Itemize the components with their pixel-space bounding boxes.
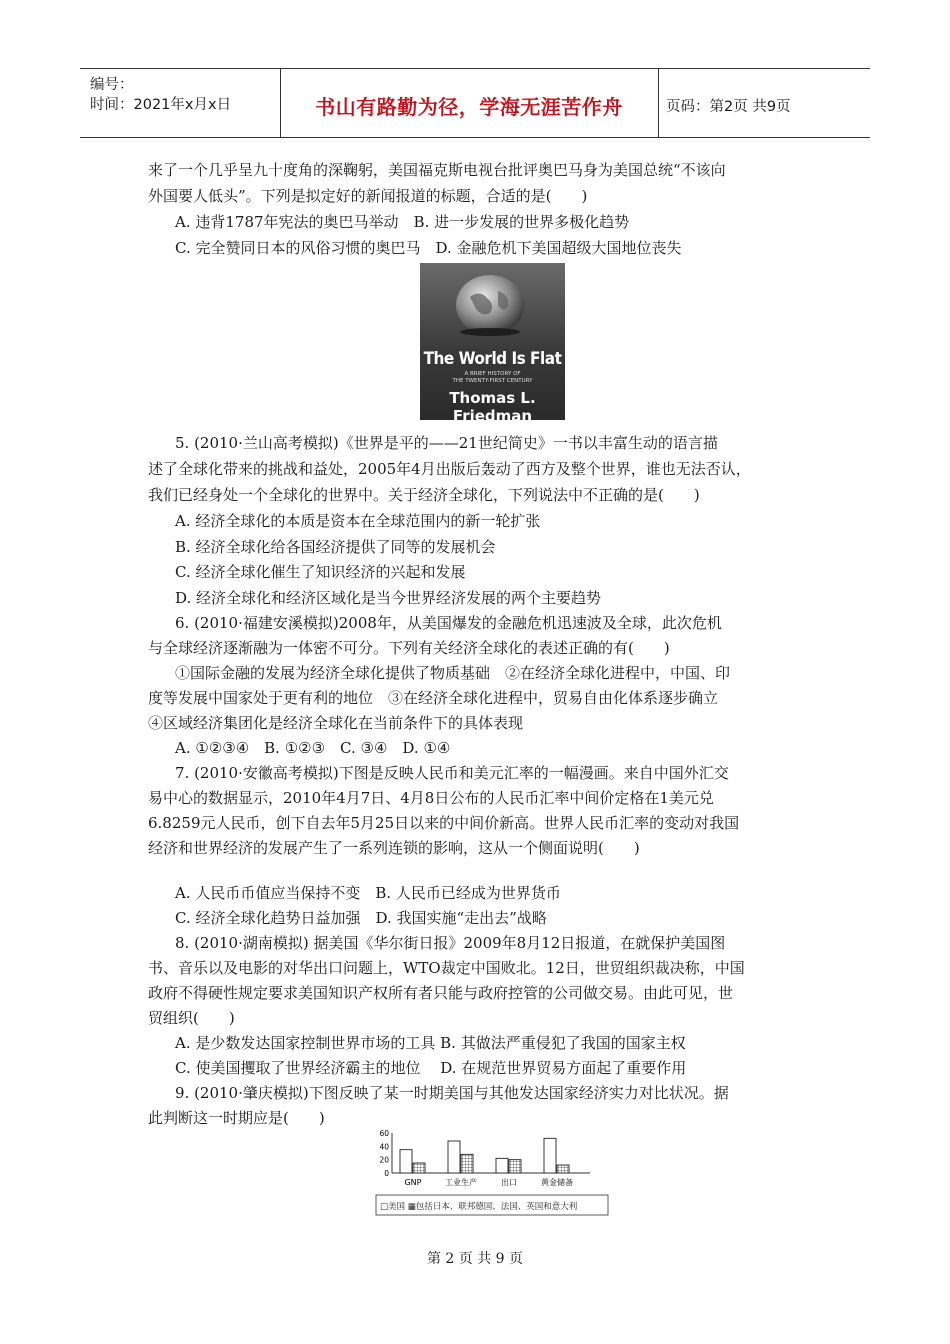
y-tick-label: 60: [379, 1129, 389, 1138]
text-line: 与全球经济逐渐融为一体密不可分。下列有关经济全球化的表述正确的有( ): [148, 639, 670, 657]
page-header: [80, 68, 870, 138]
globe-icon: [440, 269, 541, 337]
text-line: 贸组织( ): [148, 1009, 235, 1027]
text-line: ①国际金融的发展为经济全球化提供了物质基础 ②在经济全球化进程中，中国、印: [175, 664, 731, 682]
bar-usa: [544, 1138, 556, 1173]
question-6: 6. (2010·福建安溪模拟)2008年，从美国爆发的金融危机迅速波及全球，此次危机: [175, 614, 722, 632]
bar-usa: [496, 1158, 508, 1173]
book-subtitle-line: THE TWENTY-FIRST CENTURY: [452, 378, 533, 384]
header-right-cell: [658, 69, 870, 137]
header-left-cell: [80, 69, 281, 137]
bar-others: [413, 1163, 425, 1173]
bar-others: [461, 1154, 473, 1173]
motto: 书山有路勤为径，学海无涯苦作舟: [315, 95, 623, 119]
option-line: C. 完全赞同日本的风俗习惯的奥巴马 D. 金融危机下美国超级大国地位丧失: [175, 239, 682, 257]
header-motto-cell: [280, 69, 659, 137]
category-label: 黄金储备: [541, 1178, 573, 1187]
y-tick-label: 0: [384, 1169, 389, 1178]
option-line: D. 经济全球化和经济区域化是当今世界经济发展的两个主要趋势: [175, 589, 602, 607]
text-line: 度等发展中国家处于更有利的地位 ③在经济全球化进程中，贸易自由化体系逐步确立: [148, 689, 719, 707]
option-line: C. 经济全球化趋势日益加强 D. 我国实施“走出去”战略: [175, 909, 547, 927]
option-line: A. ①②③④ B. ①②③ C. ③④ D. ①④: [175, 739, 451, 757]
bar-usa: [400, 1150, 412, 1173]
text-line: 述了全球化带来的挑战和益处，2005年4月出版后轰动了西方及整个世界，谁也无法否认，: [148, 460, 751, 478]
bar-others: [509, 1160, 521, 1173]
y-tick-label: 20: [379, 1155, 389, 1165]
text-line: 书、音乐以及电影的对华出口问题上，WTO裁定中国败北。12日，世贸组织裁决称，中国: [148, 959, 745, 977]
question-5: 5. (2010·兰山高考模拟)《世界是平的——21世纪简史》一书以丰富生动的语言描: [175, 434, 718, 452]
economy-bar-chart: [372, 1125, 612, 1220]
text-line: 6.8259元人民币，创下自去年5月25日以来的中间价新高。世界人民币汇率的变动对我国: [148, 814, 740, 832]
book-title: The World Is Flat: [423, 349, 562, 369]
book-author: Thomas L. Friedman: [449, 389, 536, 425]
category-label: 出口: [501, 1178, 517, 1187]
bar-usa: [448, 1141, 460, 1173]
text-line: 我们已经身处一个全球化的世界中。关于经济全球化，下列说法中不正确的是( ): [148, 486, 700, 504]
book-subtitle-line: A BRIEF HISTORY OF: [464, 371, 521, 377]
text-line: 政府不得硬性规定要求美国知识产权所有者只能与政府控管的公司做交易。由此可见，世: [148, 984, 734, 1002]
text-line: 经济和世界经济的发展产生了一系列连锁的影响，这从一个侧面说明( ): [148, 839, 640, 857]
text-line: 外国要人低头”。下列是拟定好的新闻报道的标题，合适的是( ): [148, 187, 588, 205]
legend-text: □美国 ▦包括日本、联邦德国、法国、英国和意大利: [380, 1202, 578, 1212]
option-line: C. 使美国攫取了世界经济霸主的地位 D. 在规范世界贸易方面起了重要作用: [175, 1059, 687, 1077]
page-footer: 第 2 页 共 9 页: [426, 1251, 524, 1267]
question-9: 9. (2010·肇庆模拟)下图反映了某一时期美国与其他发达国家经济实力对比状况。据: [175, 1084, 729, 1102]
header-page-info: 页码：第2页 共9页: [666, 99, 791, 115]
category-label: 工业生产: [445, 1178, 477, 1187]
option-line: A. 是少数发达国家控制世界市场的工具 B. 其做法严重侵犯了我国的国家主权: [175, 1034, 686, 1052]
y-tick-label: 40: [379, 1142, 389, 1152]
question-8: 8. (2010·湖南模拟) 据美国《华尔街日报》2009年8月12日报道，在就保护美国图: [175, 934, 726, 952]
text-line: 来了一个几乎呈九十度角的深鞠躬，美国福克斯电视台批评奥巴马身为美国总统“不该向: [148, 161, 726, 179]
question-7: 7. (2010·安徽高考模拟)下图是反映人民币和美元汇率的一幅漫画。来自中国外汇交: [175, 764, 729, 782]
option-line: B. 经济全球化给各国经济提供了同等的发展机会: [175, 538, 496, 556]
text-line: 易中心的数据显示，2010年4月7日、4月8日公布的人民币汇率中间价定格在1美元兑: [148, 789, 714, 807]
text-line: ④区域经济集团化是经济全球化在当前条件下的具体表现: [148, 714, 524, 732]
book-cover-image: [420, 263, 565, 425]
bar-others: [557, 1165, 569, 1173]
category-label: GNP: [404, 1178, 422, 1187]
text-line: 此判断这一时期应是( ): [148, 1109, 325, 1127]
option-line: A. 人民币币值应当保持不变 B. 人民币已经成为世界货币: [175, 884, 561, 902]
option-line: A. 违背1787年宪法的奥巴马举动 B. 进一步发展的世界多极化趋势: [175, 213, 630, 231]
number-label: 编号：: [90, 77, 134, 93]
option-line: C. 经济全球化催生了知识经济的兴起和发展: [175, 563, 466, 581]
option-line: A. 经济全球化的本质是资本在全球范围内的新一轮扩张: [175, 512, 541, 530]
date-text: 时间：2021年x月x日: [90, 97, 232, 113]
book-subtitle: [420, 371, 565, 385]
